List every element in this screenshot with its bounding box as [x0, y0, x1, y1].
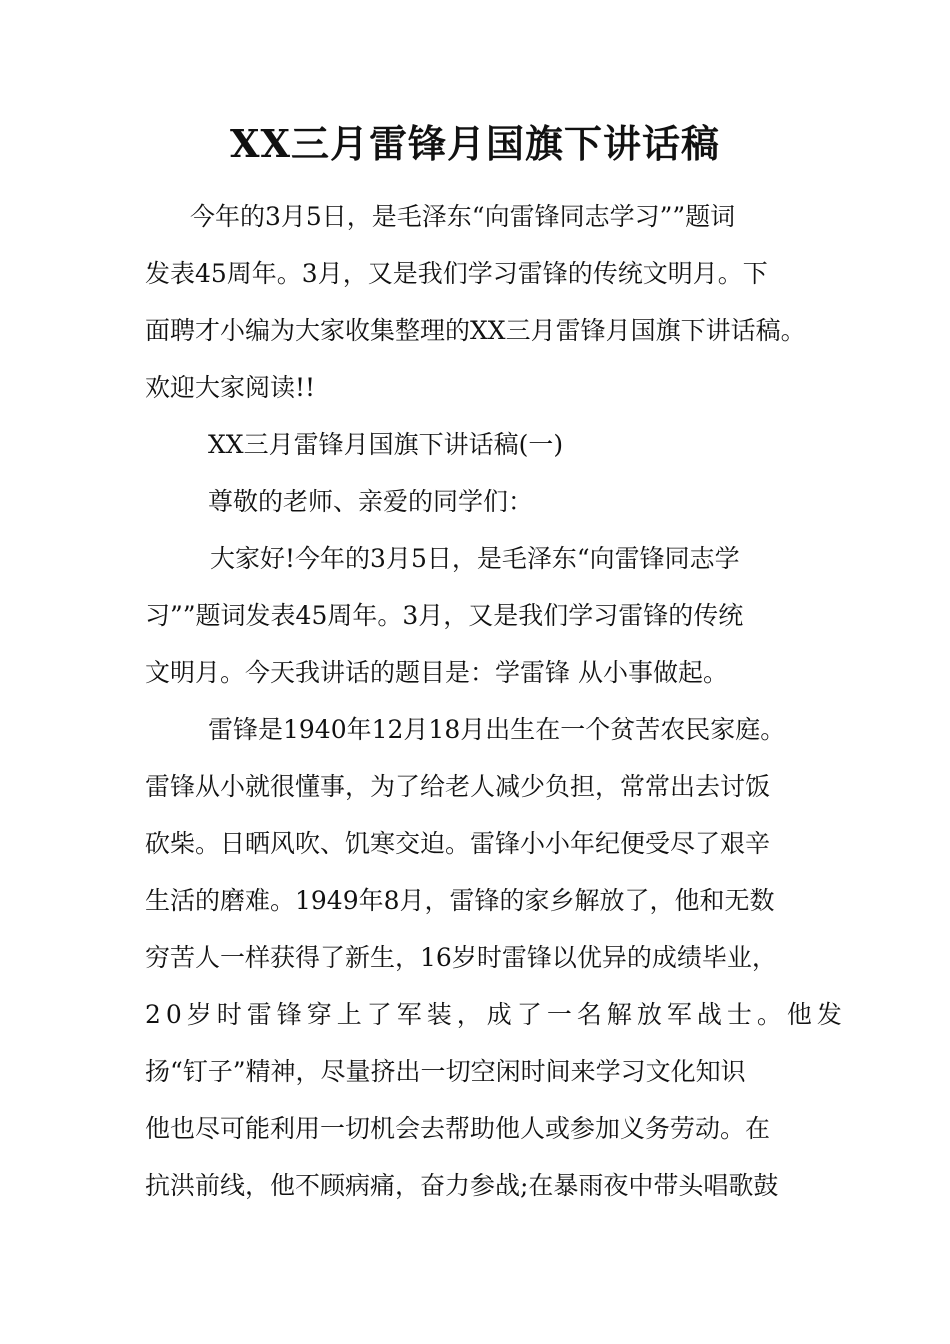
paragraph-line: 20岁时雷锋穿上了军装，成了一名解放军战士。他发	[145, 1000, 847, 1029]
paragraph-line: 砍柴。日晒风吹、饥寒交迫。雷锋小小年纪便受尽了艰辛	[145, 829, 771, 858]
document-title: XX三月雷锋月国旗下讲话稿	[230, 121, 720, 166]
paragraph-line: 今年的3月5日，是毛泽东“向雷锋同志学习””题词	[190, 202, 736, 231]
paragraph-line: 穷苦人一样获得了新生，16岁时雷锋以优异的成绩毕业，	[145, 943, 777, 972]
section-heading: XX三月雷锋月国旗下讲话稿(一)	[208, 430, 564, 459]
paragraph-line: 面聘才小编为大家收集整理的XX三月雷锋月国旗下讲话稿。	[145, 316, 806, 345]
salutation: 尊敬的老师、亲爱的同学们：	[208, 487, 534, 516]
paragraph-line: 大家好!今年的3月5日，是毛泽东“向雷锋同志学	[210, 544, 740, 573]
paragraph-line: 抗洪前线，他不顾病痛，奋力参战;在暴雨夜中带头唱歌鼓	[145, 1171, 779, 1200]
paragraph-line: 文明月。今天我讲话的题目是：学雷锋 从小事做起。	[145, 658, 728, 687]
paragraph-line: 欢迎大家阅读!!	[145, 373, 316, 402]
paragraph-line: 生活的磨难。1949年8月，雷锋的家乡解放了，他和无数	[145, 886, 775, 915]
paragraph-line: 扬“钉子”精神，尽量挤出一切空闲时间来学习文化知识	[145, 1057, 746, 1086]
paragraph-line: 雷锋是1940年12月18月出生在一个贫苦农民家庭。	[208, 715, 786, 744]
paragraph-line: 发表45周年。3月，又是我们学习雷锋的传统文明月。下	[145, 259, 768, 288]
paragraph-line: 他也尽可能利用一切机会去帮助他人或参加义务劳动。在	[145, 1114, 771, 1143]
paragraph-line: 雷锋从小就很懂事，为了给老人减少负担，常常出去讨饭	[145, 772, 771, 801]
paragraph-line: 习””题词发表45周年。3月，又是我们学习雷锋的传统	[145, 601, 744, 630]
